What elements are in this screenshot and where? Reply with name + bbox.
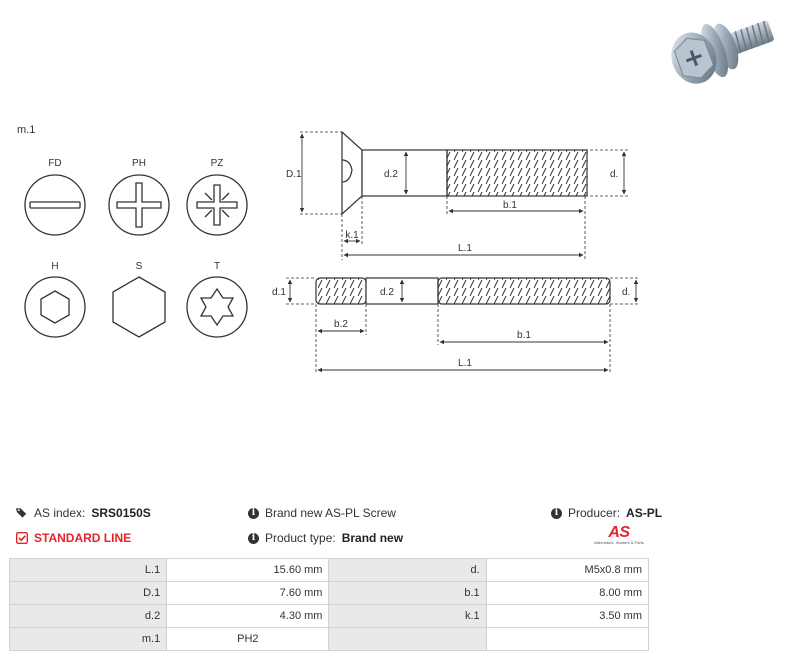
- standard-line-label: STANDARD LINE: [34, 531, 132, 545]
- stud-screw-view: [316, 278, 610, 304]
- dim-label-k1: k.1: [345, 230, 359, 241]
- drive-group-label: m.1: [17, 124, 36, 136]
- logo-mark: AS: [608, 524, 630, 541]
- dim-label-d: d.: [610, 169, 619, 180]
- spec-key: k.1: [329, 605, 486, 628]
- drive-label-h: H: [51, 261, 59, 272]
- spec-value: 3.50 mm: [486, 605, 648, 628]
- brand-text: Brand new AS-PL Screw: [265, 506, 396, 520]
- dim-label-b1-stud: b.1: [517, 330, 531, 341]
- tags-icon: [16, 507, 28, 519]
- spec-value: [486, 628, 648, 651]
- dim-label-d1: d.1: [272, 287, 286, 298]
- hex-socket-drive-icon: [25, 277, 85, 337]
- drive-label-fd: FD: [48, 158, 62, 169]
- drive-label-pz: PZ: [210, 158, 224, 169]
- phillips-drive-icon: [109, 175, 169, 235]
- table-row: [10, 559, 649, 582]
- spec-key: b.1: [329, 582, 486, 605]
- drive-label-ph: PH: [132, 158, 146, 169]
- specs-table: [9, 558, 649, 651]
- spec-value: 4.30 mm: [167, 605, 329, 628]
- table-row: [10, 628, 649, 651]
- producer: [551, 506, 662, 520]
- screw-dimension-drawing: [270, 120, 650, 380]
- dim-label-d-stud: d.: [622, 287, 631, 298]
- drive-label-t: T: [213, 261, 221, 272]
- info-icon: i: [551, 508, 562, 519]
- spec-key: D.1: [10, 582, 167, 605]
- logo-tagline: Alternators, Starters & Parts: [594, 540, 644, 545]
- hex-head-drive-icon: [113, 277, 165, 337]
- spec-key: d.: [329, 559, 486, 582]
- checkbox-checked-icon: [16, 532, 28, 544]
- spec-value: 15.60 mm: [167, 559, 329, 582]
- table-row: [10, 582, 649, 605]
- drive-label-s: S: [135, 261, 143, 272]
- dim-label-L1-stud: L.1: [458, 358, 472, 369]
- product-type-value: Brand new: [341, 531, 404, 545]
- spec-key: m.1: [10, 628, 167, 651]
- dim-label-b1: b.1: [503, 200, 517, 211]
- flat-slot-drive-icon: [25, 175, 85, 235]
- torx-drive-icon: [187, 277, 247, 337]
- spec-key: [329, 628, 486, 651]
- product-photo: [655, 0, 795, 100]
- dim-label-d2: d.2: [384, 169, 398, 180]
- as-pl-logo: [588, 525, 650, 545]
- dim-label-L1: L.1: [458, 243, 472, 254]
- countersunk-screw-view: [342, 132, 587, 214]
- producer-label: Producer:: [568, 506, 621, 520]
- pozidriv-drive-icon: [187, 175, 247, 235]
- info-icon: i: [248, 533, 259, 544]
- product-type-label: Product type:: [265, 531, 336, 545]
- spec-value: PH2: [167, 628, 329, 651]
- drive-types-panel: [0, 150, 260, 350]
- as-index-label: AS index:: [34, 506, 86, 520]
- as-index: [16, 506, 151, 520]
- spec-value: 7.60 mm: [167, 582, 329, 605]
- table-row: [10, 605, 649, 628]
- spec-key: d.2: [10, 605, 167, 628]
- info-icon: i: [248, 508, 259, 519]
- product-type: [248, 531, 403, 545]
- standard-line-badge: [16, 531, 131, 545]
- as-index-value: SRS0150S: [91, 506, 151, 520]
- spec-value: M5x0.8 mm: [486, 559, 648, 582]
- producer-value: AS-PL: [626, 506, 663, 520]
- dim-label-D1: D.1: [286, 169, 302, 180]
- dim-label-b2: b.2: [334, 319, 348, 330]
- dim-label-d2-stud: d.2: [380, 287, 394, 298]
- spec-key: L.1: [10, 559, 167, 582]
- spec-value: 8.00 mm: [486, 582, 648, 605]
- brand-info: [248, 506, 396, 520]
